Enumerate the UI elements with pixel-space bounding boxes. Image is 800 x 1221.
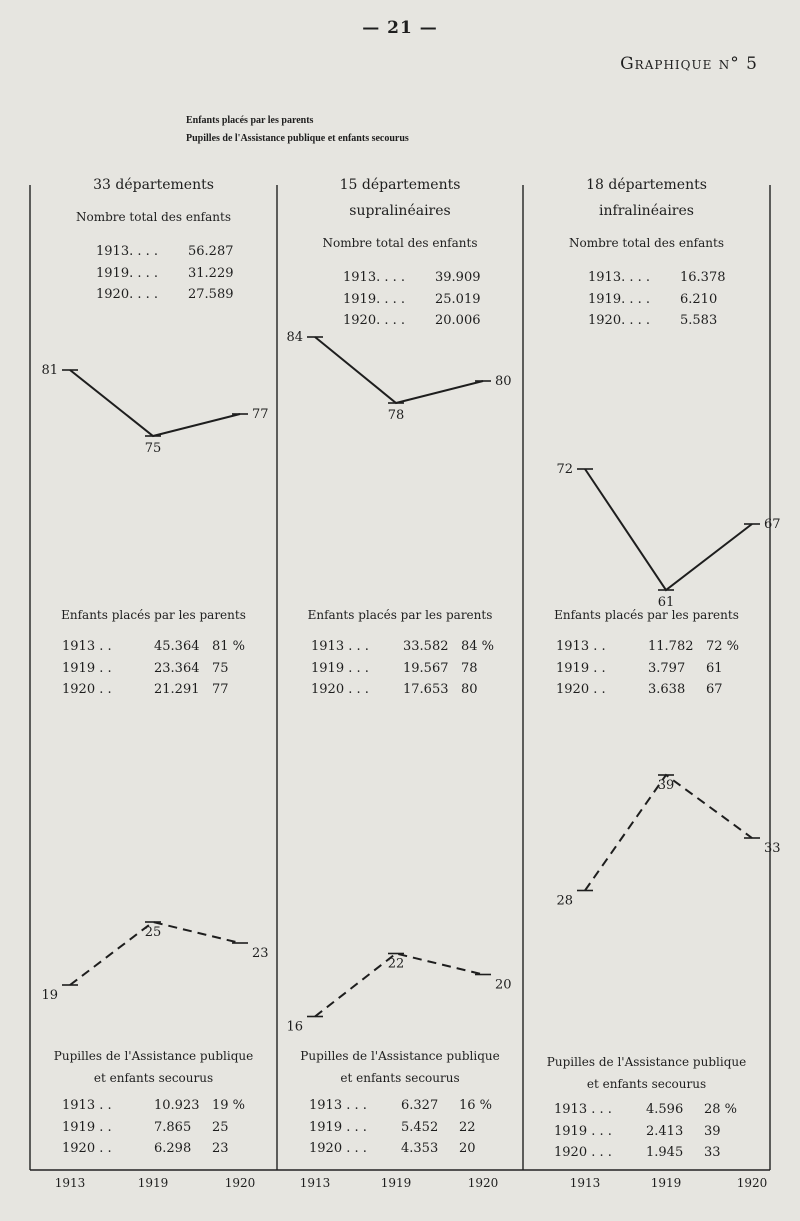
x-tick-label-p0-0: 1913 [54, 1176, 86, 1190]
parents-row-cell: 1919 . . [62, 660, 112, 676]
parents-row-cell: 1920 . . [556, 682, 606, 697]
total-label: Nombre total des enfants [322, 236, 478, 250]
parents-row-cell: 84 % [461, 639, 495, 654]
totals-row-cell: 39.909 [435, 270, 481, 285]
data-label-p1-s0-2: 80 [495, 374, 512, 389]
pupils-label [30, 1045, 277, 1089]
data-label-p1-s1-1: 22 [387, 956, 405, 972]
parents-row-cell: 1919 . . [556, 660, 606, 676]
totals-row-cell: 5.583 [680, 313, 718, 328]
data-label-p2-s0-1: 61 [657, 595, 675, 610]
series-line-p2-s0 [585, 469, 752, 590]
pupils-label-line: et enfants secourus [340, 1071, 460, 1085]
totals-row-cell: 1913. . . . [343, 270, 406, 285]
data-label-p1-s1-0: 16 [286, 1019, 303, 1035]
pupils-label [523, 1051, 770, 1095]
totals-row-cell: 1920. . . . [96, 287, 159, 302]
totals-row-cell: 56.287 [188, 244, 234, 259]
totals-row-cell: 1919. . . . [96, 265, 159, 281]
pupils-label-line: et enfants secourus [93, 1071, 214, 1085]
totals-row-cell: 1919. . . . [343, 291, 406, 307]
data-label-p2-s1-2: 33 [764, 841, 781, 856]
pupils-row-cell: 1920 . . [62, 1141, 112, 1156]
x-tick-label-p1-0: 1913 [299, 1176, 331, 1190]
pupils-row-cell: 10.923 [154, 1098, 200, 1113]
parents-row-cell: 1919 . . . [311, 660, 369, 676]
x-tick-label-p2-1: 1919 [650, 1176, 682, 1190]
pupils-row-cell: 1913 . . . [309, 1098, 367, 1113]
panel-title-line: 15 départements [339, 177, 461, 193]
pupils-row-cell: 1919 . . . [309, 1119, 367, 1135]
x-tick-label-p0-1: 1919 [137, 1176, 169, 1190]
parents-row-cell: 1920 . . [62, 682, 112, 697]
page-number: — 21 — [362, 18, 438, 38]
pupils-row-cell: 1.945 [646, 1145, 684, 1160]
pupils-row-cell: 20 [459, 1141, 476, 1156]
data-label-p1-s0-0: 84 [286, 330, 303, 345]
pupils-row-cell: 6.327 [401, 1098, 439, 1113]
parents-row-cell: 11.782 [648, 639, 694, 654]
parents-label: Enfants placés par les parents [61, 608, 246, 622]
pupils-row-cell: 1913 . . [62, 1098, 112, 1113]
data-label-p2-s1-1: 39 [657, 778, 675, 793]
pupils-row-cell: 5.452 [401, 1119, 439, 1135]
totals-row-cell: 31.229 [188, 265, 234, 281]
parents-row-cell: 75 [212, 660, 229, 676]
parents-row-cell: 80 [461, 682, 478, 697]
panel-title-line: 18 départements [586, 177, 707, 193]
pupils-label-line: et enfants secourus [586, 1077, 707, 1091]
pupils-row-cell: 7.865 [154, 1119, 192, 1135]
graph-label: Graphique n° 5 [620, 54, 758, 74]
parents-row-cell: 33.582 [403, 639, 449, 654]
totals-row-cell: 25.019 [435, 291, 481, 307]
parents-label: Enfants placés par les parents [554, 608, 739, 622]
parents-row-cell: 45.364 [154, 639, 200, 654]
data-label-p0-s1-0: 19 [41, 988, 58, 1003]
totals-row-cell: 27.589 [188, 287, 234, 302]
panel-title [277, 172, 523, 224]
panel-title [523, 172, 770, 224]
pupils-row-cell: 25 [212, 1119, 229, 1135]
data-label-p0-s0-0: 81 [41, 363, 58, 378]
data-label-p0-s1-2: 23 [252, 946, 269, 961]
series-line-p1-s0 [315, 337, 483, 403]
panel-title [30, 172, 277, 198]
totals-row-cell: 6.210 [680, 291, 718, 307]
pupils-row-cell: 39 [704, 1123, 721, 1139]
panel-title-line: infralinéaires [599, 203, 694, 219]
data-label-p2-s1-0: 28 [556, 893, 573, 909]
totals-row-cell: 16.378 [680, 270, 726, 285]
pupils-label-line: Pupilles de l'Assistance publique [300, 1049, 500, 1063]
data-label-p0-s0-2: 77 [252, 407, 269, 422]
pupils-label-line: Pupilles de l'Assistance publique [546, 1055, 747, 1069]
parents-row-cell: 77 [212, 682, 229, 697]
pupils-row-cell: 6.298 [154, 1141, 192, 1156]
pupils-row-cell: 16 % [459, 1098, 493, 1113]
legend-pupils: Pupilles de l'Assistance publique et enfants secourus [186, 133, 409, 144]
pupils-row-cell: 1913 . . . [554, 1102, 612, 1117]
pupils-row-cell: 4.596 [646, 1102, 684, 1117]
parents-row-cell: 3.797 [648, 660, 686, 676]
parents-row-cell: 1913 . . [556, 639, 606, 654]
totals-row-cell: 20.006 [435, 313, 481, 328]
pupils-row-cell: 1919 . . . [554, 1123, 612, 1139]
pupils-row-cell: 1919 . . [62, 1119, 112, 1135]
data-label-p1-s0-1: 78 [387, 408, 405, 423]
parents-row-cell: 1913 . . . [311, 639, 369, 654]
data-label-p0-s0-1: 75 [144, 441, 162, 456]
parents-row-cell: 1920 . . . [311, 682, 369, 697]
totals-row-cell: 1913. . . . [588, 270, 651, 285]
parents-row-cell: 3.638 [648, 682, 686, 697]
parents-row-cell: 23.364 [154, 660, 200, 676]
parents-row-cell: 21.291 [154, 682, 200, 697]
pupils-row-cell: 1920 . . . [554, 1145, 612, 1160]
parents-row-cell: 67 [706, 682, 723, 697]
total-label: Nombre total des enfants [568, 236, 724, 250]
parents-row-cell: 61 [706, 660, 723, 676]
parents-row-cell: 72 % [706, 639, 740, 654]
data-label-p1-s1-2: 20 [495, 977, 512, 993]
totals-row-cell: 1920. . . . [343, 313, 406, 328]
pupils-row-cell: 22 [459, 1119, 476, 1135]
pupils-row-cell: 19 % [212, 1098, 246, 1113]
pupils-label-line: Pupilles de l'Assistance publique [53, 1049, 254, 1063]
totals-row-cell: 1913. . . . [96, 244, 159, 259]
total-label: Nombre total des enfants [75, 210, 231, 224]
x-tick-label-p2-2: 1920 [736, 1176, 768, 1190]
pupils-row-cell: 28 % [704, 1102, 738, 1117]
totals-row-cell: 1919. . . . [588, 291, 651, 307]
panel-title-line: supralinéaires [349, 203, 451, 219]
parents-row-cell: 19.567 [403, 660, 449, 676]
pupils-row-cell: 33 [704, 1145, 721, 1160]
parents-label: Enfants placés par les parents [307, 608, 493, 622]
pupils-row-cell: 1920 . . . [309, 1141, 367, 1156]
x-tick-label-p2-0: 1913 [569, 1176, 601, 1190]
data-label-p2-s0-2: 67 [764, 517, 781, 532]
parents-row-cell: 1913 . . [62, 639, 112, 654]
pupils-label [277, 1045, 523, 1089]
x-tick-label-p1-2: 1920 [467, 1176, 499, 1190]
data-label-p2-s0-0: 72 [556, 462, 573, 477]
parents-row-cell: 78 [461, 660, 478, 676]
x-tick-label-p0-2: 1920 [224, 1176, 256, 1190]
data-label-p0-s1-1: 25 [144, 925, 162, 940]
parents-row-cell: 17.653 [403, 682, 449, 697]
totals-row-cell: 1920. . . . [588, 313, 651, 328]
series-line-p0-s0 [70, 370, 240, 436]
pupils-row-cell: 23 [212, 1141, 229, 1156]
pupils-row-cell: 2.413 [646, 1123, 684, 1139]
parents-row-cell: 81 % [212, 639, 246, 654]
pupils-row-cell: 4.353 [401, 1141, 439, 1156]
x-tick-label-p1-1: 1919 [380, 1176, 412, 1190]
legend-parents: Enfants placés par les parents [186, 115, 314, 126]
panel-title-line: 33 départements [93, 177, 214, 193]
